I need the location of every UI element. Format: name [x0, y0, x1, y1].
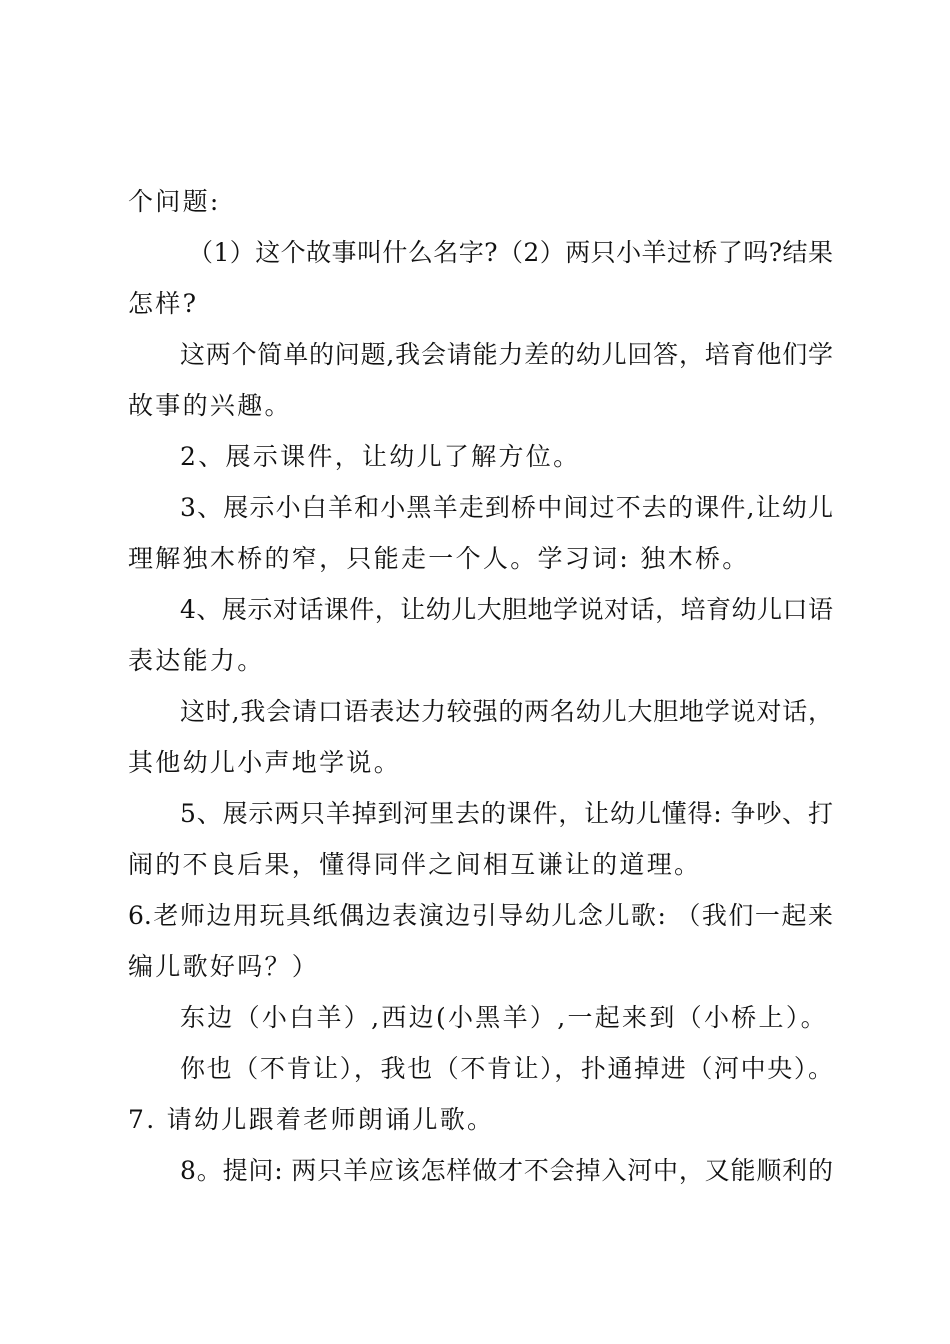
text-line-11: 这时,我会请口语表达力较强的两名幼儿大胆地学说对话， — [180, 697, 833, 726]
text-line-7: 3、展示小白羊和小黑羊走到桥中间过不去的课件,让幼儿 — [180, 493, 833, 522]
text-line-4: 这两个简单的问题,我会请能力差的幼儿回答，培育他们学 — [180, 340, 833, 369]
text-line-16: 编儿歌好吗？） — [128, 952, 320, 981]
text-line-2: （1）这个故事叫什么名字?（2）两只小羊过桥了吗?结果 — [188, 238, 833, 267]
text-line-20: 8。提问: 两只羊应该怎样做才不会掉入河中，又能顺利的 — [180, 1156, 833, 1185]
text-line-18: 你也（不肯让），我也（不肯让），扑通掉进（河中央）。 — [180, 1054, 833, 1083]
text-line-17: 东边（小白羊）,西边(小黑羊）,一起来到（小桥上）。 — [180, 1003, 828, 1032]
text-line-19: 7. 请幼儿跟着老师朗诵儿歌。 — [128, 1105, 495, 1134]
text-line-3: 怎样? — [128, 289, 199, 318]
text-line-14: 闹的不良后果，懂得同伴之间相互谦让的道理。 — [128, 850, 702, 879]
text-line-13: 5、展示两只羊掉到河里去的课件，让幼儿懂得: 争吵、打 — [180, 799, 833, 828]
text-line-6: 2、展示课件，让幼儿了解方位。 — [180, 442, 581, 471]
text-line-12: 其他幼儿小声地学说。 — [128, 748, 402, 777]
text-line-1: 个问题: — [128, 187, 221, 216]
text-line-10: 表达能力。 — [128, 646, 265, 675]
text-line-5: 故事的兴趣。 — [128, 391, 292, 420]
text-line-9: 4、展示对话课件，让幼儿大胆地学说对话，培育幼儿口语 — [180, 595, 833, 624]
text-line-8: 理解独木桥的窄，只能走一个人。学习词: 独木桥。 — [128, 544, 750, 573]
text-line-15: 6.老师边用玩具纸偶边表演边引导幼儿念儿歌: （我们一起来 — [128, 901, 833, 930]
